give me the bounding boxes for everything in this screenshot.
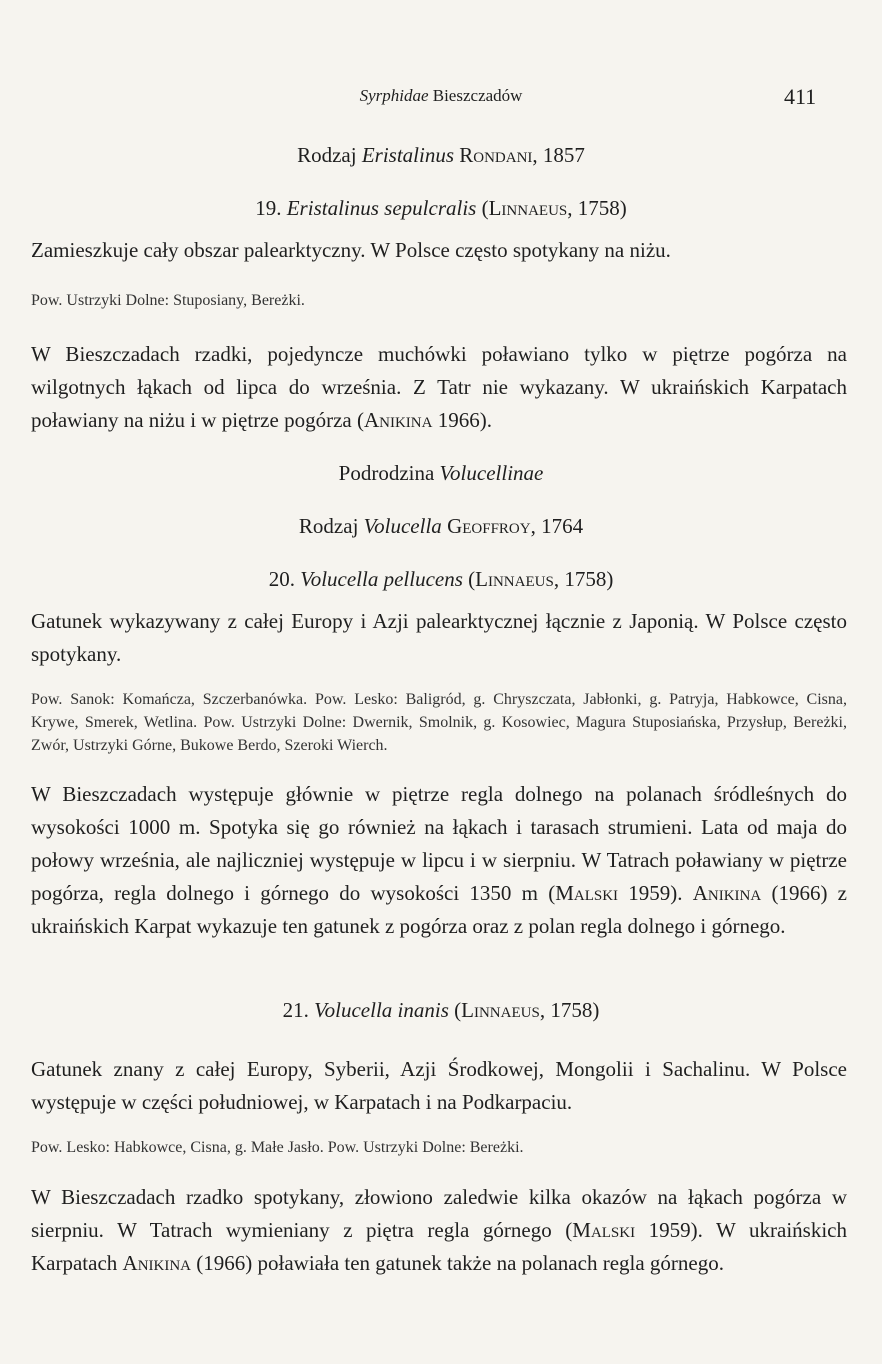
genus-author: Rondani (459, 143, 533, 167)
running-head-title: Bieszczadów (432, 86, 523, 105)
species-author: Linnaeus (475, 567, 554, 591)
range-paragraph-20: Gatunek wykazywany z całej Europy i Azji palearktycznej łącznie z Japonią. W Polsce często spotykany. (31, 609, 847, 666)
paren-open: ( (462, 567, 476, 591)
cited-author: Anikina (363, 408, 433, 432)
genus-heading-volucella (0, 514, 882, 539)
notes-text: W Bieszczadach rzadko spotykany, złowiono zaledwie kilka okazów na łąkach pogórza w sierpniu. W Tatrach wymieniany z piętra regla górnego ( (31, 1185, 847, 1242)
localities-20: Pow. Sanok: Komańcza, Szczerbanówka. Pow. Lesko: Baligród, g. Chryszczata, Jabłonki, g. Patryja, Habkowce, Cisna, Krywe, Smerek, Wetlina. Pow. Ustrzyki Dolne: Dwernik, Smolnik, g. Kosowiec, Magura Stuposiańska, Przysłup, Bereżki, Zwór, Ustrzyki Górne, Bukowe Berdo, Szeroki Wierch. (31, 691, 847, 754)
notes-text: W Bieszczadach rzadki, pojedyncze muchówki poławiano tylko w piętrze pogórza na wilgotnych łąkach od lipca do września. Z Tatr nie wykazany. W ukraińskich Karpatach poławiany na niżu i w piętrze pogórza ( (31, 342, 847, 432)
notes-text: 1959). (618, 881, 693, 905)
species-name: Volucella inanis (314, 998, 449, 1022)
notes-text: (1966) z ukraińskich Karpat wykazuje ten gatunek z pogórza oraz z polan regla dolnego i górnego. (31, 881, 847, 938)
localities-21: Pow. Lesko: Habkowce, Cisna, g. Małe Jasło. Pow. Ustrzyki Dolne: Bereżki. (31, 1139, 524, 1156)
species-year: , 1758) (539, 998, 600, 1022)
genus-year: , 1857 (532, 143, 585, 167)
running-head (0, 86, 882, 106)
species-author: Linnaeus (488, 196, 568, 220)
genus-name: Eristalinus (361, 143, 454, 167)
species-heading-19 (0, 196, 882, 221)
species-heading-20 (0, 567, 882, 592)
notes-paragraph-19 (31, 338, 847, 437)
species-number: 21. (282, 998, 315, 1022)
notes-paragraph-21 (31, 1181, 847, 1280)
species-number: 20. (268, 567, 301, 591)
cited-author: Anikina (692, 881, 762, 905)
subfamily-heading (0, 461, 882, 486)
species-heading-21 (0, 998, 882, 1023)
genus-heading-eristalinus (0, 143, 882, 168)
localities-19: Pow. Ustrzyki Dolne: Stuposiany, Bereżki. (31, 292, 305, 309)
genus-year: , 1764 (530, 514, 584, 538)
paren-open: ( (448, 998, 462, 1022)
range-paragraph-19: Zamieszkuje cały obszar palearktyczny. W Polsce często spotykany na niżu. (31, 238, 671, 262)
page-number: 411 (784, 84, 817, 109)
cited-author: Malski (555, 881, 619, 905)
notes-text: 1959). W ukraińskich Karpatach (31, 1218, 848, 1275)
paren-open: ( (476, 196, 489, 220)
subfamily-name: Volucellinae (439, 461, 544, 485)
species-author: Linnaeus (461, 998, 540, 1022)
species-name: Volucella pellucens (300, 567, 463, 591)
genus-author: Geoffroy (447, 514, 531, 538)
species-number: 19. (255, 196, 287, 220)
notes-end: 1966). (432, 408, 492, 432)
genus-prefix: Rodzaj (297, 143, 362, 167)
species-name: Eristalinus sepulcralis (286, 196, 477, 220)
species-year: , 1758) (553, 567, 614, 591)
cited-author: Malski (572, 1218, 636, 1242)
notes-text: (1966) poławiała ten gatunek także na polanach regla górnego. (191, 1251, 724, 1275)
running-head-taxon: Syrphidae (359, 86, 429, 105)
notes-paragraph-20 (31, 778, 847, 943)
notes-text: W Bieszczadach występuje głównie w piętrze regla dolnego na polanach śródleśnych do wysokości 1000 m. Spotyka się go również na łąkach i tarasach strumieni. Lata od maja do połowy września, ale najliczniej występuje w lipcu i w sierpniu. W Tatrach poławiany w piętrze pogórza, regla dolnego i górnego do wysokości 1350 m ( (31, 782, 847, 905)
range-paragraph-21: Gatunek znany z całej Europy, Syberii, Azji Środkowej, Mongolii i Sachalinu. W Polsce występuje w części południowej, w Karpatach i na Podkarpaciu. (31, 1057, 847, 1114)
genus-prefix: Rodzaj (298, 514, 364, 538)
subfamily-prefix: Podrodzina (338, 461, 440, 485)
cited-author: Anikina (122, 1251, 192, 1275)
genus-name: Volucella (363, 514, 442, 538)
species-year: , 1758) (567, 196, 627, 220)
